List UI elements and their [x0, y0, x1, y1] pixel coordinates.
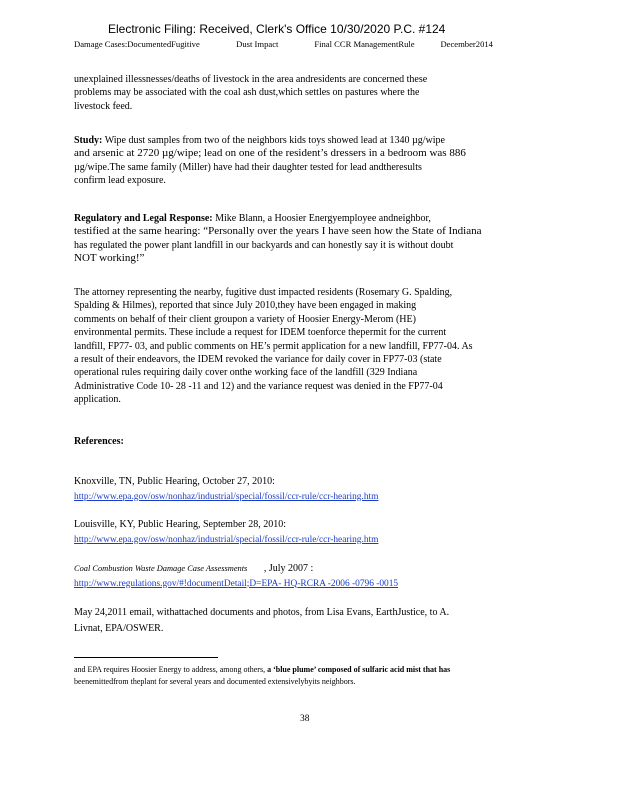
text-line: a result of their endeavors, the IDEM revoked the variance for daily cover in FP77-03 (state — [74, 354, 442, 366]
study-label: Study: — [74, 135, 103, 146]
reference-text: May 24,2011 email, withattached documents and photos, from Lisa Evans, EarthJustice, to A. — [74, 607, 450, 618]
reference-text: Livnat, EPA/OSWER. — [74, 622, 164, 634]
footnote-text-bold: a ‘blue plume’ composed of sulfaric acid mist that has — [267, 665, 451, 674]
text-line: landfill, FP77- 03, and public comments on HE’s permit application for a new landfill, FP77-04. As — [74, 340, 473, 352]
text-line: comments on behalf of their client groupon a variety of Hoosier Energy-Merom (HE) — [74, 313, 416, 325]
footnote — [74, 664, 544, 688]
text-line: Administrative Code 10- 28 -11 and 12) and the variance request was denied in the FP77-04 — [74, 380, 443, 392]
header-date: December2014 — [440, 39, 493, 49]
text-line: NOT working!” — [74, 252, 145, 265]
regulatory-label: Regulatory and Legal Response: — [74, 213, 213, 224]
header-left: Damage Cases:DocumentedFugitive — [74, 39, 200, 49]
text-line: Mike Blann, a Hoosier Energyemployee andneighbor, — [215, 213, 431, 224]
text-line: and arsenic at 2720 µg/wipe; lead on one of the resident’s dressers in a bedroom was 886 — [74, 147, 466, 160]
header-mid2: Final CCR ManagementRule — [314, 39, 415, 49]
paragraph-attorney — [74, 286, 506, 407]
page-number: 38 — [300, 714, 310, 724]
header-mid: Dust Impact — [236, 39, 279, 49]
text-line: The attorney representing the nearby, fugitive dust impacted residents (Rosemary G. Spalding, — [74, 287, 453, 298]
reference-text: , July 2007 : — [263, 563, 314, 574]
filing-stamp: Electronic Filing: Received, Clerk's Office 10/30/2020 P.C. #124 — [108, 22, 446, 36]
reference-link[interactable]: http://www.epa.gov/osw/nonhaz/industrial/special/fossil/ccr-rule/ccr-hearing.htm — [74, 534, 379, 545]
text-line: problems may be associated with the coal ash dust,which settles on pastures where the — [74, 87, 420, 99]
text-line: testified at the same hearing: “Personally over the years I have seen how the State of Indiana — [74, 225, 482, 238]
reference-knoxville — [74, 474, 378, 505]
text-line: Wipe dust samples from two of the neighbors kids toys showed lead at 1340 µg/wipe — [104, 135, 445, 146]
footnote-divider — [74, 657, 218, 658]
text-line: has regulated the power plant landfill in our backyards and can honestly say it is without doubt — [74, 239, 454, 251]
reference-text: Louisville, KY, Public Hearing, September 28, 2010: — [74, 519, 287, 530]
references-heading: References: — [74, 436, 124, 447]
text-line: Spalding & Hilmes), reported that since July 2010,they have been engaged in making — [74, 300, 417, 312]
reference-italic-title: Coal Combustion Waste Damage Case Assessments — [74, 564, 248, 573]
text-line: unexplained illessnesses/deaths of livestock in the area andresidents are concerned these — [74, 74, 428, 85]
paragraph-livestock — [74, 73, 506, 113]
reference-link[interactable]: http://www.regulations.gov/#!documentDetail;D=EPA- HQ-RCRA -2006 -0796 -0015 — [74, 578, 399, 589]
reference-damage-cases — [74, 561, 398, 592]
text-line: operational rules requiring daily cover onthe working face of the landfill (329 Indiana — [74, 367, 418, 379]
reference-louisville — [74, 517, 468, 548]
footnote-text: beenemittedfrom theplant for several years and documented extensivelybyits neighbors. — [74, 677, 356, 686]
paragraph-regulatory — [74, 212, 506, 266]
running-header — [74, 39, 493, 49]
text-line: environmental permits. These include a request for IDEM toenforce thepermit for the current — [74, 327, 447, 339]
reference-link[interactable]: http://www.epa.gov/osw/nonhaz/industrial/special/fossil/ccr-rule/ccr-hearing.htm — [74, 491, 379, 502]
text-line: livestock feed. — [74, 100, 133, 112]
paragraph-study — [74, 134, 506, 188]
reference-text: Knoxville, TN, Public Hearing, October 27, 2010: — [74, 476, 275, 487]
footnote-text: and EPA requires Hoosier Energy to address, among others, — [74, 665, 266, 674]
text-line: µg/wipe.The same family (Miller) have had their daughter tested for lead andtheresults — [74, 161, 422, 173]
text-line: application. — [74, 394, 121, 406]
text-line: confirm lead exposure. — [74, 175, 166, 187]
reference-email — [74, 605, 449, 636]
